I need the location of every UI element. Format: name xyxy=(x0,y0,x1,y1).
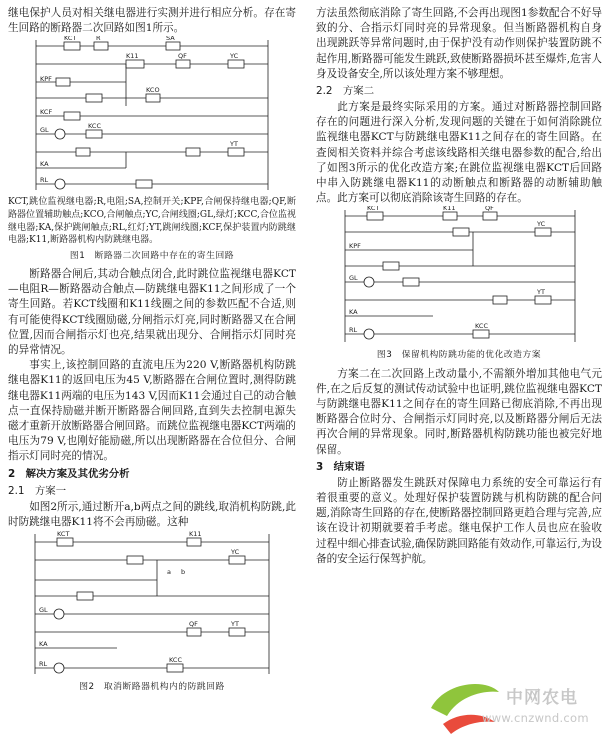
section-2-heading: 2 解决方案及其优劣分析 xyxy=(8,467,130,480)
fig1-label-kct: KCT xyxy=(64,36,77,43)
fig3-label-kcc: KCC xyxy=(475,322,488,331)
fig3-label-k11: K11 xyxy=(443,206,456,213)
left-paragraph-1: 断路器合闸后,其动合触点闭合,此时跳位监视继电器KCT—电阻R—断路器动合触点—防跳继电器K11之间形成了一个寄生回路。若KCT线圈和K11线圈之间的参数匹配不合适,则有可能使得KCT线圈励磁,分闸指示灯亮,同时断路器又在合闸位置,因而合闸指示灯也亮,结果就出现分、合闸指示灯同时亮的异常情况。 xyxy=(8,267,296,356)
right-paragraph-1: 方法虽然彻底消除了寄生回路,不会再出现图1参数配合不好导致的分、合指示灯同时亮的异常现象。但当断路器机构自身出现跳跃等异常问题时,由于保护没有动作则保护装置防跳不起作用,断路器可能发生跳跃,致使断路器损坏甚至爆炸,危害人身及设备安全,所以该处理方案不够理想。 xyxy=(316,7,602,80)
left-intro-paragraph: 继电保护人员对相关继电器进行实测并进行相应分析。存在寄生回路的断路器二次回路如图1所示。 xyxy=(8,7,296,35)
figure-1-circuit xyxy=(16,36,288,194)
fig1-label-k11: K11 xyxy=(126,52,139,61)
fig2-label-gl: GL xyxy=(39,606,48,615)
fig2-label-b: b xyxy=(181,568,186,577)
figure-3-circuit xyxy=(323,206,595,346)
fig3-label-yc: YC xyxy=(537,220,546,229)
left-column xyxy=(8,6,296,698)
fig3-label-kpf: KPF xyxy=(349,242,361,251)
section-3-heading: 3 结束语 xyxy=(316,460,365,473)
right-paragraph-4: 防止断路器发生跳跃对保障电力系统的安全可靠运行有着很重要的意义。处理好保护装置防跳与机构防跳的配合问题,消除寄生回路的存在,使断路器控制回路更趋合理与完善,应该在设计初期就要着手考虑。继电保护工作人员也应在验收过程中细心排查试验,确保防跳回路能有效动作,可靠运行,为设备的安全运行保驾护航。 xyxy=(316,476,602,565)
fig2-label-ka: KA xyxy=(39,640,48,649)
fig2-label-a: a xyxy=(167,568,171,577)
watermark-title: 中网农电 xyxy=(506,688,578,708)
fig1-label-yc: YC xyxy=(230,52,239,61)
fig1-label-gl: GL xyxy=(40,126,49,135)
fig1-label-ka: KA xyxy=(40,160,49,169)
fig3-label-ka: KA xyxy=(349,308,358,317)
fig1-label-kcf: KCF xyxy=(40,108,53,117)
fig1-label-qf: QF xyxy=(178,52,187,61)
fig3-label-qf: QF xyxy=(485,206,494,213)
left-paragraph-3: 如图2所示,通过断开a,b两点之间的跳线,取消机构防跳,此时防跳继电器K11将不会再励磁。这种 xyxy=(8,500,296,528)
fig3-label-rl: RL xyxy=(349,326,358,335)
fig2-label-kcc: KCC xyxy=(169,656,182,665)
figure-3-caption: 图3 保留机构防跳功能的优化改造方案 xyxy=(376,350,542,361)
right-paragraph-3: 方案二在二次回路上改动量小,不需额外增加其他电气元件,在之后反复的测试传动试验中也证明,跳位监视继电器KCT与防跳继电器K11之间存在的寄生回路已彻底消除,不再出现断路器合位时分、合闸指示灯同时亮,以及断路器分闸后无法再次合闸的异常现象。同时,断路器机构防跳功能也被完好地保留。 xyxy=(316,367,602,456)
figure-1-caption: 图1 断路器二次回路中存在的寄生回路 xyxy=(69,250,235,261)
figure-2-caption: 图2 取消断路器机构内的防跳回路 xyxy=(79,682,225,693)
fig3-label-yt: YT xyxy=(537,288,545,297)
right-paragraph-2: 此方案是最终实际采用的方案。通过对断路器控制回路存在的问题进行深入分析,发现问题的关键在于如何消除跳位监视继电器KCT与防跳继电器K11之间存在的寄生回路。在查阅相关资料并综合考虑该线路相关继电器参数的配合,给出了如图3所示的优化改造方案;在跳位监视继电器KCT后回路中串入防跳继电器K11的动断触点和断路器的动断辅助触点。此方案可以彻底消除该寄生回路的存在。 xyxy=(316,101,602,205)
section-2-1-heading: 2.1 方案一 xyxy=(8,484,67,497)
fig2-label-qf: QF xyxy=(189,620,198,629)
fig2-label-k11: K11 xyxy=(189,530,202,539)
fig1-label-kpf: KPF xyxy=(40,75,52,84)
section-2-2-heading: 2.2 方案二 xyxy=(316,85,375,98)
figure-2-circuit xyxy=(17,530,287,678)
fig3-label-gl: GL xyxy=(349,274,358,283)
fig3-label-kct: KCT xyxy=(367,206,380,213)
fig1-label-kcc: KCC xyxy=(88,122,101,131)
figure-1-legend: KCT,跳位监视继电器;R,电阻;SA,控制开关;KPF,合闸保持继电器;QF,断路器位置辅助触点;KCO,合闸触点;YC,合闸线圈;GL,绿灯;KCC,合位监视继电器;KA,保护跳闸触点;RL,红灯;YT,跳闸线圈;KCF,保护装置内防跳继电器;K11,断路器机构内防跳继电器。 xyxy=(8,197,296,246)
fig1-label-r: R xyxy=(96,36,101,43)
fig2-label-yc: YC xyxy=(231,548,240,557)
watermark-url: www.cnzwnd.com xyxy=(482,711,589,725)
left-paragraph-2: 事实上,该控制回路的直流电压为220 V,断路器机构防跳继电器K11的返回电压为45 V,断路器在合闸位置时,测得防跳继电器K11两端的电压为143 V,因而K11会通过自己的动合触点一直保持励磁并断开断路器合闸回路,直到失去控制电源失磁才重新开放断路器合闸回路。而跳位监视继电器KCT两端的电压为79 V,也刚好能励磁,所以出现断路器在合位但分、合闸指示灯同时亮的情况。 xyxy=(8,359,296,463)
fig1-label-yt: YT xyxy=(230,140,238,149)
fig2-label-kct: KCT xyxy=(57,530,70,539)
fig1-label-rl: RL xyxy=(40,176,49,185)
fig2-label-rl: RL xyxy=(39,660,48,669)
fig2-label-yt: YT xyxy=(231,620,239,629)
fig1-label-sa: SA xyxy=(166,36,175,43)
fig1-label-kco: KCO xyxy=(146,86,160,95)
right-column xyxy=(316,6,602,567)
